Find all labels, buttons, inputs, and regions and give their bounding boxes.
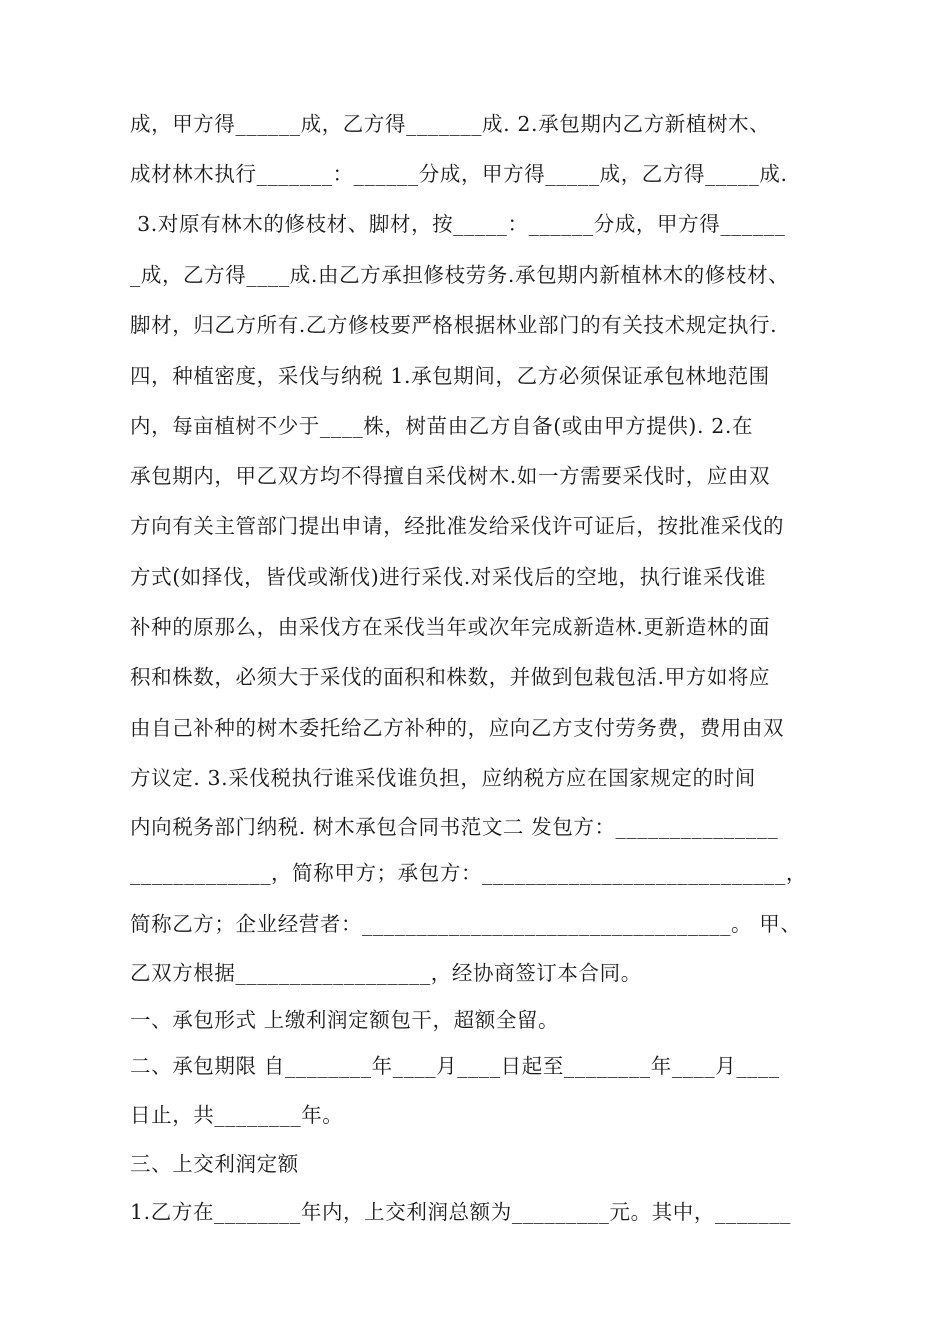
text-line: _____________，简称甲方；承包方：____________________________，: [130, 861, 807, 885]
text-line: _成，乙方得____成.由乙方承担修枝劳务.承包期内新植林木的修枝材、: [130, 263, 790, 287]
text-line: 日止，共________年。: [130, 1103, 344, 1127]
text-line: 成材林木执行_______：______分成，甲方得_____成，乙方得_____成.: [130, 162, 788, 186]
text-line: 内向税务部门纳税. 树木承包合同书范文二 发包方：_______________: [130, 815, 779, 839]
text-line: 一、承包形式 上缴利润定额包干，超额全留。: [130, 1008, 560, 1032]
text-line: 由自己补种的树木委托给乙方补种的，应向乙方支付劳务费，费用由双: [130, 716, 785, 740]
text-line: 乙双方根据__________________，经协商签订本合同。: [130, 961, 642, 985]
text-line: 二、承包期限 自________年____月____日起至________年____月____: [130, 1054, 780, 1078]
text-line: 承包期内，甲乙双方均不得擅自采伐树木.如一方需要采伐时，应由双: [130, 464, 771, 488]
text-line: 成，甲方得______成，乙方得_______成. 2.承包期内乙方新植树木、: [130, 112, 771, 136]
text-line: 简称乙方；企业经营者：__________________________________。 甲、: [130, 912, 802, 936]
text-line: 内，每亩植树不少于____株，树苗由乙方自备(或由甲方提供). 2.在: [130, 414, 754, 438]
section-heading: 三、上交利润定额: [130, 1152, 299, 1176]
text-line: 补种的原那么，由采伐方在采伐当年或次年完成新造林.更新造林的面: [130, 615, 771, 639]
text-line: 四，种植密度，采伐与纳税 1.承包期间，乙方必须保证承包林地范围: [130, 364, 770, 388]
text-line: 方向有关主管部门提出申请，经批准发给采伐许可证后，按批准采伐的: [130, 514, 785, 538]
text-line: 积和株数，必须大于采伐的面积和株数，并做到包栽包活.甲方如将应: [130, 665, 771, 689]
text-line: 方式(如择伐，皆伐或渐伐)进行采伐.对采伐后的空地，执行谁采伐谁: [130, 565, 767, 589]
text-line: 3.对原有林木的修枝材、脚材，按_____：______分成，甲方得______: [130, 212, 786, 236]
text-line: 方议定. 3.采伐税执行谁采伐谁负担，应纳税方应在国家规定的时间: [130, 766, 756, 790]
text-line: 1.乙方在________年内，上交利润总额为_________元。其中，_______: [130, 1200, 791, 1224]
text-line: 脚材，归乙方所有.乙方修枝要严格根据林业部门的有关技术规定执行.: [130, 313, 778, 337]
